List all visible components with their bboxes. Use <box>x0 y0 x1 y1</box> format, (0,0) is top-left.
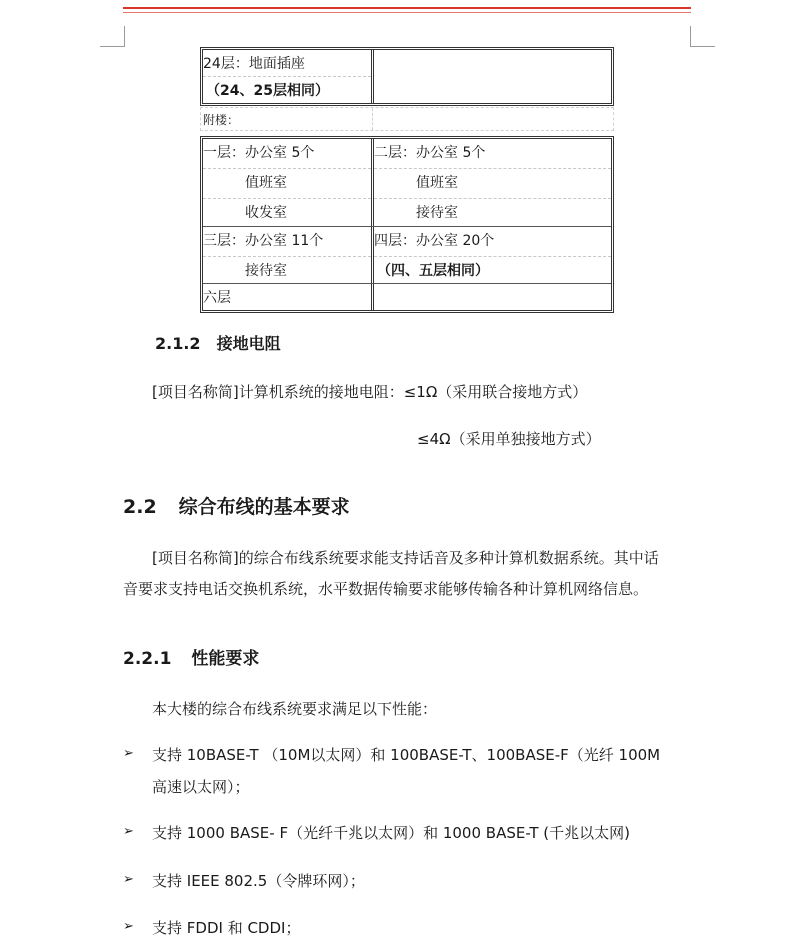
header-rule-thin <box>123 12 691 13</box>
grounding-line-2: ≤4Ω（采用单独接地方式） <box>417 430 601 448</box>
heading-2-2 <box>123 492 350 519</box>
table-cell-empty <box>374 284 611 311</box>
annex-3f: 三层：办公室 11个 <box>203 233 324 249</box>
list-bullet-icon: ➢ <box>123 824 134 839</box>
heading-title: 综合布线的基本要求 <box>178 496 350 518</box>
table-cell-empty <box>374 50 611 103</box>
annex-label: 附楼： <box>203 113 240 127</box>
list-item: 支持 IEEE 802.5（令牌环网）； <box>152 872 365 890</box>
floor-24-label: 24层：地面插座 <box>203 56 305 72</box>
paragraph-line: [项目名称简]的综合布线系统要求能支持话音及多种计算机数据系统。其中话 <box>152 549 659 567</box>
paragraph-line: 音要求支持电话交换机系统，水平数据传输要求能够传输各种计算机网络信息。 <box>123 580 649 598</box>
heading-title: 性能要求 <box>191 649 260 669</box>
annex-1f: 一层：办公室 5个 <box>203 145 315 161</box>
heading-number: 2.2 <box>123 496 157 518</box>
heading-2-2-1 <box>123 644 259 669</box>
annex-floor-table <box>200 136 614 313</box>
annex-4f: 四层：办公室 20个 <box>374 233 495 249</box>
table-cell <box>374 227 611 283</box>
table-cell <box>203 227 374 283</box>
grounding-line-1: [项目名称简]计算机系统的接地电阻：≤1Ω（采用联合接地方式） <box>152 383 588 401</box>
annex-2f-duty: 值班室 <box>416 175 458 191</box>
list-item: 支持 10BASE-T （10M以太网）和 100BASE-T、100BASE-F（光纤 100M <box>152 746 661 764</box>
margin-crop-mark-left <box>100 26 125 47</box>
annex-label-row <box>200 107 614 131</box>
list-item: 支持 1000 BASE- F（光纤千兆以太网）和 1000 BASE-T (千兆以太网) <box>152 824 631 842</box>
list-bullet-icon: ➢ <box>123 746 134 761</box>
table-cell <box>374 139 611 226</box>
table-row <box>203 50 611 103</box>
annex-6f: 六层 <box>203 290 231 306</box>
annex-2f-reception: 接待室 <box>416 205 458 221</box>
annex-1f-duty: 值班室 <box>245 175 287 191</box>
list-item: 支持 FDDI 和 CDDI； <box>152 919 301 937</box>
annex-1f-mail: 收发室 <box>245 205 287 221</box>
heading-number: 2.1.2 <box>155 334 201 353</box>
heading-number: 2.2.1 <box>123 649 172 669</box>
table-cell <box>203 284 374 311</box>
performance-intro: 本大楼的综合布线系统要求满足以下性能： <box>152 700 438 718</box>
table-row <box>203 139 611 226</box>
floor-24-note: （24、25层相同） <box>206 83 329 99</box>
annex-4f-note: （四、五层相同） <box>377 263 489 279</box>
table-row <box>203 283 611 311</box>
annex-2f: 二层：办公室 5个 <box>374 145 486 161</box>
annex-3f-reception: 接待室 <box>245 263 287 279</box>
heading-2-1-2 <box>155 331 281 354</box>
list-bullet-icon: ➢ <box>123 919 134 934</box>
header-rule-thick <box>123 7 691 9</box>
floor-table-top <box>200 47 614 106</box>
table-cell <box>203 139 374 226</box>
margin-crop-mark-right <box>690 26 715 47</box>
table-row <box>203 226 611 283</box>
list-item-continued: 高速以太网）； <box>152 778 250 796</box>
table-cell <box>203 50 374 103</box>
list-bullet-icon: ➢ <box>123 872 134 887</box>
heading-title: 接地电阻 <box>216 334 281 353</box>
